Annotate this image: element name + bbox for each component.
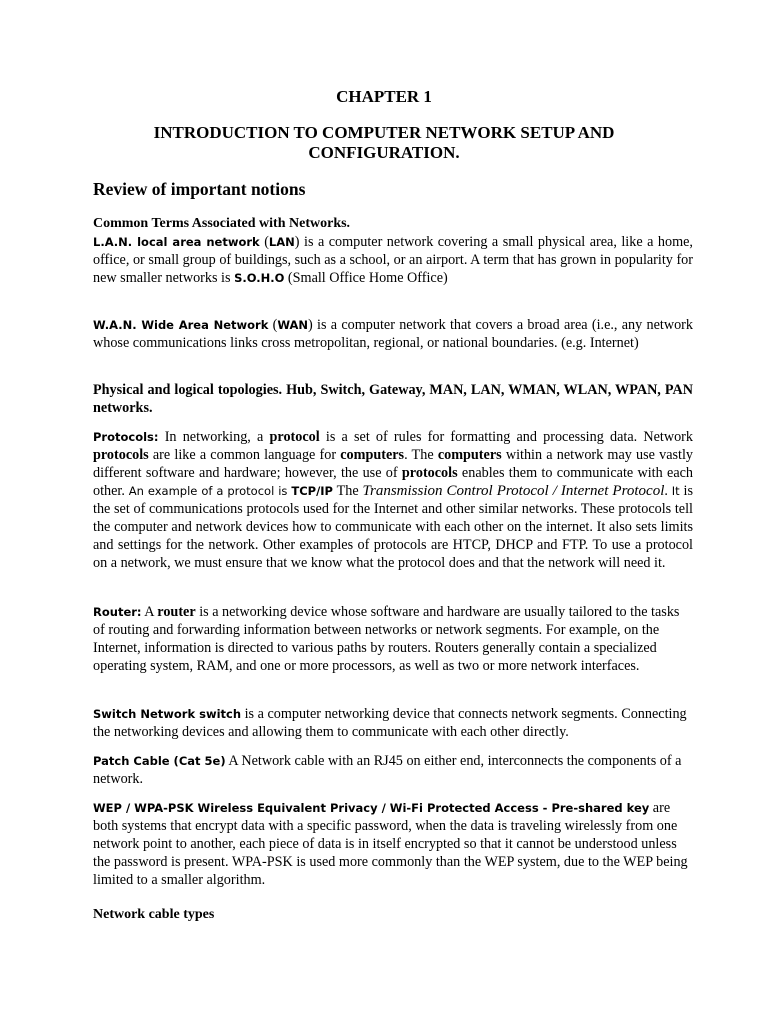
paragraph-switch: Switch Network switch is a computer networking device that connects network segments. Connecting the networking devices and allowing them to communicate with each other directly. [93,706,687,740]
soho-term: S.O.H.O [234,271,285,285]
switch-term: Switch [93,707,137,721]
paragraph-wep: WEP / WPA-PSK Wireless Equivalent Privacy / Wi-Fi Protected Access - Pre-shared key are both systems that encrypt data with a specific password, when the data is traveling wirelessly from one network point to another, each piece of data is in itself encrypted so that it cannot be understood unless the password is present. WPA-PSK is used more commonly than the WEP system, due to the WEP being limited to a smaller algorithm. [93,800,688,888]
patch-term: Patch Cable (Cat 5e) [93,754,226,768]
lan-abbr: LAN [268,235,295,249]
tcpip-term: TCP/IP [291,484,333,498]
review-heading: Review of important notions [93,179,306,199]
chapter-heading: CHAPTER 1 [336,87,432,106]
paragraph-protocols: Protocols: In networking, a protocol is a set of rules for formatting and processing data. Network protocols are like a common language for computers. The computers within a network may use vastly different software and hardware; however, the use of protocols enables them to communicate with each other. An example of a protocol is TCP/IP The Transmission Control Protocol / Internet Protocol. It is the set of communications protocols used for the Internet and other similar networks. These protocols tell the computer and network devices how to communicate with each other on the internet. It also sets limits and settings for the network. Other examples of protocols are HTCP, DHCP and FTP. To use a protocol on a network, we must ensure that we know what the protocol does and that the network will need it. [93,429,694,571]
paragraph-lan: L.A.N. local area network (LAN) is a computer network covering a small physical area, like a home, office, or small group of buildings, such as a school, or an airport. A term that has grown in popularity for new smaller networks is S.O.H.O (Small Office Home Office) [93,234,693,286]
paragraph-router: Router: A router is a networking device whose software and hardware are usually tailored to the tasks of routing and forwarding information between networks or network segments. For example, on the Internet, information is directed to various paths by routers. Routers generally contain a specialized operating system, RAM, and one or more processors, as well as two or more network interfaces. [93,604,680,674]
protocol-example: An example of a protocol is [128,484,292,498]
topologies-heading: Physical and logical topologies. Hub, Switch, Gateway, MAN, LAN, WMAN, WLAN, WPAN, PAN networks. [93,382,693,416]
protocols-term: Protocols: [93,430,159,444]
lan-term: L.A.N. local area network [93,235,260,249]
router-term: Router: [93,605,142,619]
chapter-title: INTRODUCTION TO COMPUTER NETWORK SETUP AND CONFIGURATION. [153,123,615,162]
paragraph-wan: W.A.N. Wide Area Network (WAN) is a computer network that covers a broad area (i.e., any network whose communications links cross metropolitan, regional, or national boundaries. (e.g. Internet) [93,317,693,351]
wan-abbr: WAN [277,318,309,332]
wep-term: WEP / WPA-PSK Wireless Equivalent Privacy / Wi-Fi Protected Access - Pre-shared key [93,801,650,815]
terms-heading: Common Terms Associated with Networks. [93,216,351,231]
cable-types-heading: Network cable types [93,907,215,922]
paragraph-patch-cable: Patch Cable (Cat 5e) A Network cable with an RJ45 on either end, interconnects the components of a network. [93,753,682,787]
wan-term: W.A.N. Wide Area Network [93,318,269,332]
tcpip-expansion: Transmission Control Protocol / Internet Protocol [362,483,665,499]
